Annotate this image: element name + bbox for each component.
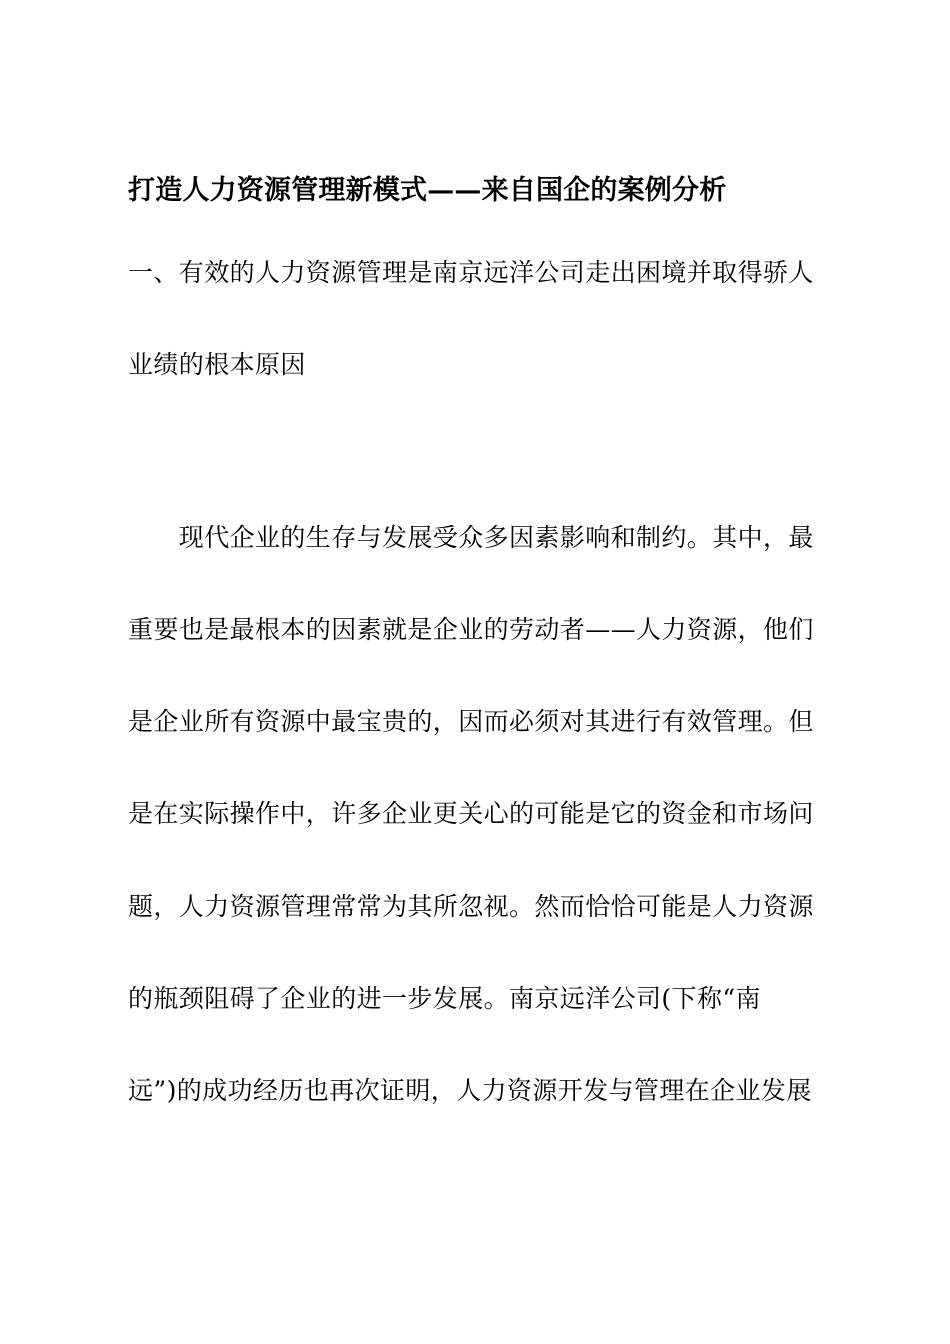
section-heading-line-1: 一、有效的人力资源管理是南京远洋公司走出困境并取得骄人 [128, 258, 814, 287]
section-heading-line-2: 业绩的根本原因 [128, 350, 306, 379]
paragraph-line-7: 远”)的成功经历也再次证明，人力资源开发与管理在企业发展 [128, 1076, 812, 1105]
paragraph-line-3: 是企业所有资源中最宝贵的，因而必须对其进行有效管理。但 [128, 707, 814, 736]
document-title: 打造人力资源管理新模式——来自国企的案例分析 [128, 175, 727, 206]
paragraph-line-2: 重要也是最根本的因素就是企业的劳动者——人力资源，他们 [128, 615, 814, 644]
paragraph-line-5: 题，人力资源管理常常为其所忽视。然而恰恰可能是人力资源 [128, 892, 814, 921]
paragraph-line-6: 的瓶颈阻碍了企业的进一步发展。南京远洋公司(下称“南 [128, 984, 761, 1013]
paragraph-line-1: 现代企业的生存与发展受众多因素影响和制约。其中，最 [128, 523, 814, 552]
paragraph-line-4: 是在实际操作中，许多企业更关心的可能是它的资金和市场问 [128, 799, 814, 828]
